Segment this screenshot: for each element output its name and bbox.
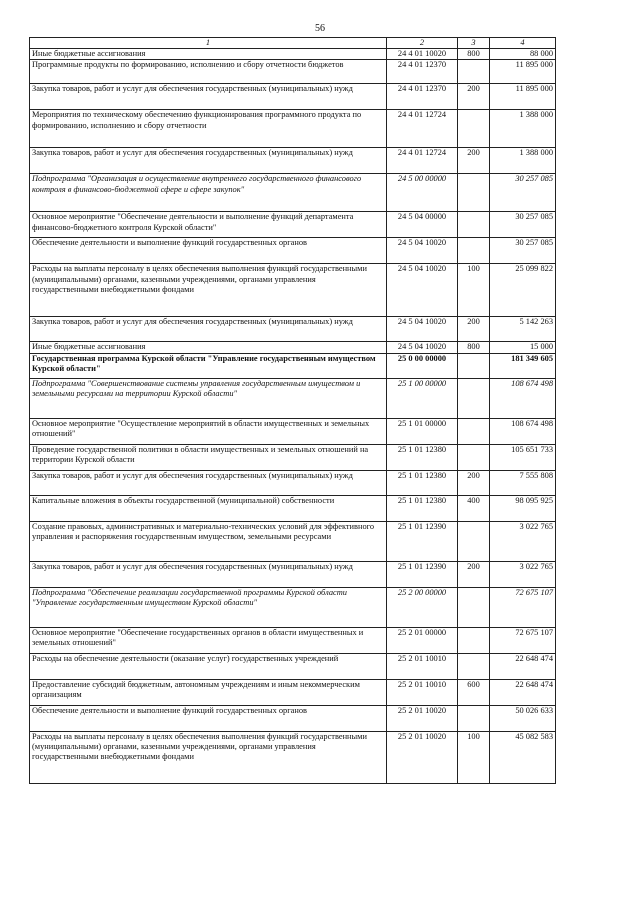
row-name: Основное мероприятие "Обеспечение государственных органов в области имущественных и земельных отношений" bbox=[30, 627, 387, 653]
row-vr: 100 bbox=[458, 731, 490, 783]
table-row bbox=[30, 264, 556, 317]
table-row bbox=[30, 679, 556, 705]
row-code: 24 5 04 10020 bbox=[387, 264, 458, 317]
row-code: 24 5 04 10020 bbox=[387, 342, 458, 353]
row-sum: 5 142 263 bbox=[490, 317, 556, 342]
table-row bbox=[30, 148, 556, 174]
row-sum: 22 648 474 bbox=[490, 679, 556, 705]
row-sum: 30 257 085 bbox=[490, 212, 556, 238]
row-sum: 105 651 733 bbox=[490, 444, 556, 470]
page-number: 56 bbox=[315, 23, 325, 34]
row-sum: 72 675 107 bbox=[490, 627, 556, 653]
row-vr: 100 bbox=[458, 264, 490, 317]
table-row bbox=[30, 84, 556, 110]
row-vr bbox=[458, 238, 490, 264]
row-name: Мероприятия по техническому обеспечению функционирования программного продукта по формированию, исполнению и сбору отчетности bbox=[30, 110, 387, 148]
table-row bbox=[30, 587, 556, 627]
table-row bbox=[30, 49, 556, 60]
row-sum: 181 349 605 bbox=[490, 353, 556, 378]
row-sum: 88 000 bbox=[490, 49, 556, 60]
row-vr bbox=[458, 110, 490, 148]
table-row bbox=[30, 731, 556, 783]
row-code: 24 5 04 00000 bbox=[387, 212, 458, 238]
row-code: 24 4 01 12724 bbox=[387, 148, 458, 174]
row-name: Иные бюджетные ассигнования bbox=[30, 342, 387, 353]
table-row bbox=[30, 705, 556, 731]
row-code: 25 1 01 12390 bbox=[387, 521, 458, 561]
row-code: 25 2 01 10020 bbox=[387, 705, 458, 731]
row-code: 25 1 01 00000 bbox=[387, 418, 458, 444]
row-code: 25 1 01 12380 bbox=[387, 495, 458, 521]
header-cell: 1 bbox=[30, 38, 387, 49]
row-code: 25 2 01 10020 bbox=[387, 731, 458, 783]
row-sum: 30 257 085 bbox=[490, 238, 556, 264]
row-vr: 200 bbox=[458, 470, 490, 495]
row-name: Подпрограмма "Совершенствование системы управления государственным имуществом и земельными ресурсами на территории Курской области" bbox=[30, 378, 387, 418]
row-code: 25 1 00 00000 bbox=[387, 378, 458, 418]
row-vr: 400 bbox=[458, 495, 490, 521]
row-name: Расходы на выплаты персоналу в целях обеспечения выполнения функций государственными (муниципальными) органами, казенными учреждениями, органами управления государственными внебюджетными фондами bbox=[30, 264, 387, 317]
row-code: 25 1 01 12380 bbox=[387, 470, 458, 495]
table-row bbox=[30, 470, 556, 495]
row-name: Закупка товаров, работ и услуг для обеспечения государственных (муниципальных) нужд bbox=[30, 470, 387, 495]
row-code: 24 4 01 12370 bbox=[387, 84, 458, 110]
row-name: Проведение государственной политики в области имущественных и земельных отношений на территории Курской области bbox=[30, 444, 387, 470]
row-sum: 25 099 822 bbox=[490, 264, 556, 317]
row-name: Закупка товаров, работ и услуг для обеспечения государственных (муниципальных) нужд bbox=[30, 317, 387, 342]
row-code: 24 4 01 12724 bbox=[387, 110, 458, 148]
row-sum: 3 022 765 bbox=[490, 521, 556, 561]
row-vr: 800 bbox=[458, 49, 490, 60]
row-sum: 50 026 633 bbox=[490, 705, 556, 731]
header-cell: 2 bbox=[387, 38, 458, 49]
row-vr: 200 bbox=[458, 561, 490, 587]
row-name: Расходы на обеспечение деятельности (оказание услуг) государственных учреждений bbox=[30, 653, 387, 679]
table-row bbox=[30, 353, 556, 378]
row-vr bbox=[458, 627, 490, 653]
table-row bbox=[30, 342, 556, 353]
row-sum: 108 674 498 bbox=[490, 418, 556, 444]
row-vr bbox=[458, 353, 490, 378]
header-cell: 4 bbox=[490, 38, 556, 49]
row-vr: 600 bbox=[458, 679, 490, 705]
row-name: Создание правовых, административных и материально-технических условий для эффективного управления и распоряжения государственным имуществом, земельными ресурсами bbox=[30, 521, 387, 561]
row-code: 25 1 01 12380 bbox=[387, 444, 458, 470]
row-name: Обеспечение деятельности и выполнение функций государственных органов bbox=[30, 705, 387, 731]
row-name: Основное мероприятие "Обеспечение деятельности и выполнение функций департамента финансово-бюджетного контроля Курской области" bbox=[30, 212, 387, 238]
row-code: 24 5 04 10020 bbox=[387, 317, 458, 342]
table-row bbox=[30, 627, 556, 653]
row-code: 25 1 01 12390 bbox=[387, 561, 458, 587]
row-vr bbox=[458, 174, 490, 212]
row-sum: 45 082 583 bbox=[490, 731, 556, 783]
table-row bbox=[30, 495, 556, 521]
row-name: Подпрограмма "Организация и осуществление внутреннего государственного финансового контроля в финансово-бюджетной сфере и сфере закупок" bbox=[30, 174, 387, 212]
table-row bbox=[30, 418, 556, 444]
row-vr bbox=[458, 521, 490, 561]
row-name: Закупка товаров, работ и услуг для обеспечения государственных (муниципальных) нужд bbox=[30, 148, 387, 174]
table-row bbox=[30, 60, 556, 84]
row-name: Основное мероприятие "Осуществление мероприятий в области имущественных и земельных отношений" bbox=[30, 418, 387, 444]
row-code: 25 2 01 10010 bbox=[387, 679, 458, 705]
row-name: Программные продукты по формированию, исполнению и сбору отчетности бюджетов bbox=[30, 60, 387, 84]
row-vr bbox=[458, 418, 490, 444]
row-vr bbox=[458, 212, 490, 238]
table-row bbox=[30, 110, 556, 148]
table-row bbox=[30, 561, 556, 587]
row-vr: 200 bbox=[458, 317, 490, 342]
row-name: Капитальные вложения в объекты государственной (муниципальной) собственности bbox=[30, 495, 387, 521]
budget-table bbox=[29, 37, 556, 784]
row-code: 25 2 01 10010 bbox=[387, 653, 458, 679]
row-code: 25 0 00 00000 bbox=[387, 353, 458, 378]
row-sum: 15 000 bbox=[490, 342, 556, 353]
row-sum: 1 388 000 bbox=[490, 148, 556, 174]
row-code: 24 4 01 10020 bbox=[387, 49, 458, 60]
row-sum: 98 095 925 bbox=[490, 495, 556, 521]
row-code: 25 2 00 00000 bbox=[387, 587, 458, 627]
row-vr bbox=[458, 60, 490, 84]
row-vr bbox=[458, 705, 490, 731]
table-row bbox=[30, 317, 556, 342]
row-sum: 30 257 085 bbox=[490, 174, 556, 212]
row-name: Обеспечение деятельности и выполнение функций государственных органов bbox=[30, 238, 387, 264]
header-row bbox=[30, 38, 556, 49]
row-name: Подпрограмма "Обеспечение реализации государственной программы Курской области "Управление государственным имуществом Курской области" bbox=[30, 587, 387, 627]
row-vr: 800 bbox=[458, 342, 490, 353]
row-name: Расходы на выплаты персоналу в целях обеспечения выполнения функций государственными (муниципальными) органами, казенными учреждениями, органами управления государственными внебюджетными фондами bbox=[30, 731, 387, 783]
row-code: 25 2 01 00000 bbox=[387, 627, 458, 653]
row-name: Предоставление субсидий бюджетным, автономным учреждениям и иным некоммерческим организациям bbox=[30, 679, 387, 705]
row-vr bbox=[458, 653, 490, 679]
row-sum: 1 388 000 bbox=[490, 110, 556, 148]
table-row bbox=[30, 174, 556, 212]
row-sum: 3 022 765 bbox=[490, 561, 556, 587]
header-cell: 3 bbox=[458, 38, 490, 49]
row-name: Государственная программа Курской области "Управление государственным имуществом Курской области" bbox=[30, 353, 387, 378]
table-row bbox=[30, 212, 556, 238]
row-vr bbox=[458, 378, 490, 418]
row-name: Закупка товаров, работ и услуг для обеспечения государственных (муниципальных) нужд bbox=[30, 561, 387, 587]
row-code: 24 5 04 10020 bbox=[387, 238, 458, 264]
row-code: 24 5 00 00000 bbox=[387, 174, 458, 212]
table-row bbox=[30, 444, 556, 470]
row-sum: 11 895 000 bbox=[490, 60, 556, 84]
table-row bbox=[30, 238, 556, 264]
row-vr bbox=[458, 444, 490, 470]
table-row bbox=[30, 653, 556, 679]
table-row bbox=[30, 521, 556, 561]
row-sum: 11 895 000 bbox=[490, 84, 556, 110]
row-sum: 72 675 107 bbox=[490, 587, 556, 627]
table-row bbox=[30, 378, 556, 418]
row-vr bbox=[458, 587, 490, 627]
row-sum: 108 674 498 bbox=[490, 378, 556, 418]
row-name: Иные бюджетные ассигнования bbox=[30, 49, 387, 60]
row-vr: 200 bbox=[458, 84, 490, 110]
row-code: 24 4 01 12370 bbox=[387, 60, 458, 84]
row-vr: 200 bbox=[458, 148, 490, 174]
row-sum: 22 648 474 bbox=[490, 653, 556, 679]
row-name: Закупка товаров, работ и услуг для обеспечения государственных (муниципальных) нужд bbox=[30, 84, 387, 110]
row-sum: 7 555 808 bbox=[490, 470, 556, 495]
